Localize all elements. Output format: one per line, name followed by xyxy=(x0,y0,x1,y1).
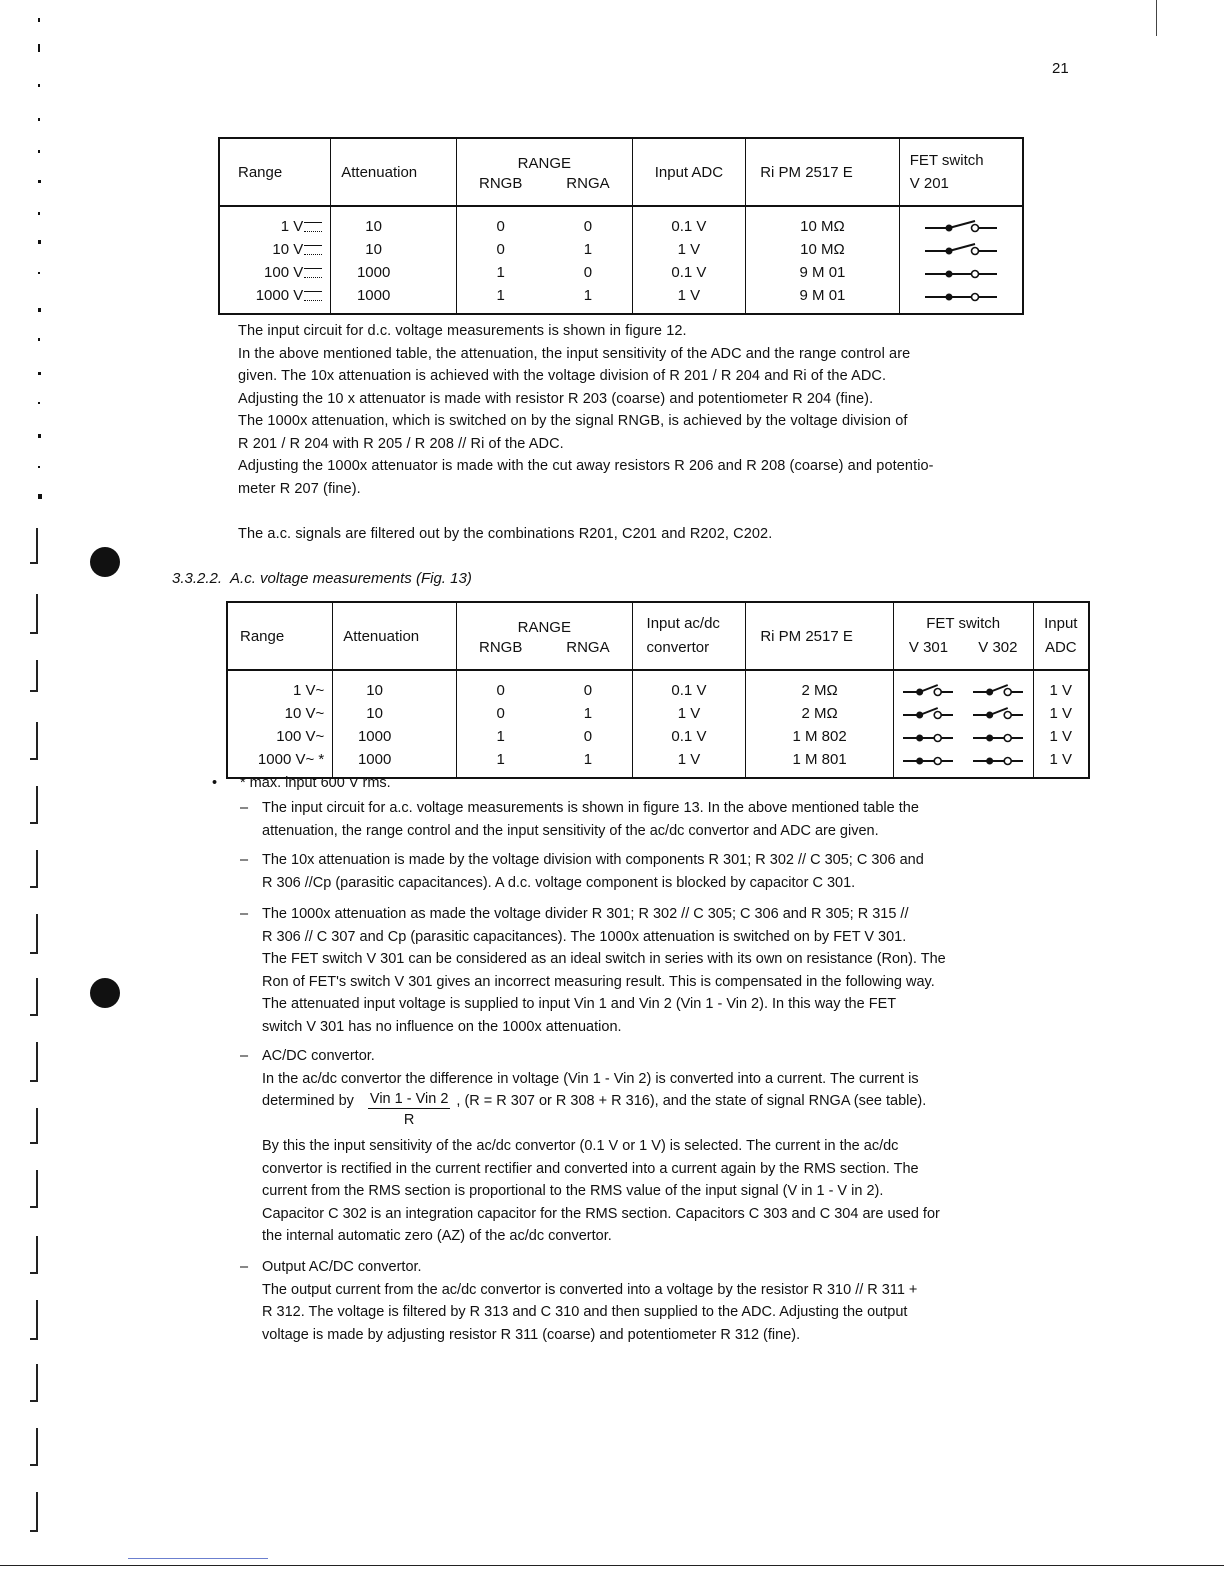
switch-open-icon xyxy=(925,220,997,234)
hdr-fet xyxy=(893,602,1033,670)
hdr-fet-line2: V 201 xyxy=(909,175,949,192)
hdr-adc-line1: Input xyxy=(1044,615,1078,632)
margin-mark xyxy=(38,180,41,183)
footer-rule-blue xyxy=(128,1558,268,1559)
cell-ri: 1 M 802 xyxy=(746,725,893,748)
margin-bracket xyxy=(30,1364,38,1402)
hdr-rngb: RNGB xyxy=(479,174,523,192)
bullet-dash: – xyxy=(240,852,249,868)
cell-ri: 10 MΩ xyxy=(746,238,899,261)
cell-range: 1000 V~ * xyxy=(227,748,333,778)
bullet-dash: – xyxy=(240,1048,249,1064)
dc-line: R 201 / R 204 with R 205 / R 208 // Ri of the ADC. xyxy=(238,435,564,452)
cell-rnga: 1 xyxy=(583,705,593,722)
margin-mark xyxy=(38,494,42,499)
cell-rnga: 0 xyxy=(583,264,593,281)
cell-fet-switches xyxy=(893,725,1033,748)
dc-line: Adjusting the 1000x attenuator is made with the cut away resistors R 206 and R 208 (coarse) and potentio- xyxy=(238,458,934,474)
cell-input-acdc: 1 V xyxy=(632,702,746,725)
cell-input-acdc: 0.1 V xyxy=(632,670,746,702)
hdr-ri: Ri PM 2517 E xyxy=(746,138,899,206)
cell-fet-switches xyxy=(893,702,1033,725)
cell-ri: 9 M 01 xyxy=(746,261,899,284)
table-row xyxy=(219,238,1023,261)
dc-line: The 1000x attenuation, which is switched on by the signal RNGB, is achieved by the voltage division of xyxy=(238,413,908,429)
cell-range-bits xyxy=(457,261,633,284)
hdr-fet-v301: V 301 xyxy=(908,639,949,656)
hdr-range-group xyxy=(457,602,633,670)
dc-line: meter R 207 (fine). xyxy=(238,480,361,497)
bullet-line: In the ac/dc convertor the difference in voltage (Vin 1 - Vin 2) is converted into a current. The current is xyxy=(262,1070,919,1087)
cell-ri: 9 M 01 xyxy=(746,284,899,314)
cell-rngb: 1 xyxy=(496,728,505,745)
formula-prefix: determined by xyxy=(262,1093,354,1109)
section-title: A.c. voltage measurements (Fig. 13) xyxy=(230,570,472,587)
margin-bracket xyxy=(30,660,38,692)
margin-bracket xyxy=(30,786,38,824)
margin-mark xyxy=(38,212,40,215)
hdr-range-group xyxy=(457,138,633,206)
margin-mark xyxy=(38,150,40,153)
switch-open-icon xyxy=(973,707,1023,721)
dc-symbol-icon xyxy=(304,268,322,278)
cell-ri: 2 MΩ xyxy=(746,670,893,702)
margin-mark xyxy=(38,402,40,404)
margin-mark xyxy=(38,308,41,312)
cell-rngb: 0 xyxy=(496,241,505,258)
margin-bracket xyxy=(30,1236,38,1274)
table-row xyxy=(227,702,1089,725)
cell-range xyxy=(219,261,331,284)
hdr-input-acdc xyxy=(632,602,746,670)
margin-mark xyxy=(38,18,40,22)
margin-bracket xyxy=(30,528,38,564)
cell-fet-switches xyxy=(893,670,1033,702)
cell-rngb: 0 xyxy=(496,682,505,699)
switch-closed-icon xyxy=(903,730,953,744)
hdr-adc-line2: ADC xyxy=(1044,639,1077,656)
table-row xyxy=(219,206,1023,238)
bullet-line: the internal automatic zero (AZ) of the ac/dc convertor. xyxy=(262,1228,612,1244)
dc-symbol-icon xyxy=(304,245,322,255)
switch-closed-icon xyxy=(925,266,997,280)
switch-closed-icon xyxy=(925,289,997,303)
table-row xyxy=(219,261,1023,284)
cell-adc: 1 V xyxy=(1033,748,1089,778)
cell-range-bits xyxy=(457,238,633,261)
edge-mark xyxy=(1156,0,1157,36)
cell-range-bits xyxy=(457,284,633,314)
formula-fraction xyxy=(368,1090,450,1131)
hdr-fet-line1: FET switch xyxy=(926,615,1001,632)
cell-adc: 1 V xyxy=(1033,702,1089,725)
margin-bracket xyxy=(30,594,38,634)
switch-closed-icon xyxy=(973,730,1023,744)
bullet-title: Output AC/DC convertor. xyxy=(262,1259,422,1275)
range-value: 1 V xyxy=(280,218,304,235)
table-row xyxy=(227,725,1089,748)
range-value: 10 V xyxy=(272,241,304,258)
cell-range xyxy=(219,238,331,261)
hdr-adc xyxy=(1033,602,1089,670)
hdr-range: Range xyxy=(227,602,333,670)
margin-bracket xyxy=(30,850,38,888)
cell-fet-switch xyxy=(899,284,1023,314)
bullet-line: voltage is made by adjusting resistor R 311 (coarse) and potentiometer R 312 (fine). xyxy=(262,1326,801,1343)
margin-mark xyxy=(38,44,40,52)
margin-bracket xyxy=(30,1108,38,1144)
hdr-input-line2: convertor xyxy=(646,639,710,656)
formula-line xyxy=(262,1091,927,1128)
dc-description xyxy=(238,320,1098,500)
cell-range xyxy=(219,284,331,314)
hdr-input-line1: Input ac/dc xyxy=(646,615,720,632)
cell-rngb: 1 xyxy=(496,287,505,304)
cell-ri: 2 MΩ xyxy=(746,702,893,725)
page-number: 21 xyxy=(1052,60,1069,77)
cell-range-bits xyxy=(457,670,633,702)
cell-range: 1 V~ xyxy=(227,670,333,702)
hdr-rnga: RNGA xyxy=(566,174,610,192)
margin-mark xyxy=(38,338,40,341)
margin-mark xyxy=(38,272,40,274)
cell-attenuation: 10 xyxy=(333,702,457,725)
cell-input-acdc: 0.1 V xyxy=(632,725,746,748)
cell-rngb: 0 xyxy=(496,218,505,235)
cell-adc: 1 V xyxy=(1033,725,1089,748)
cell-input-adc: 1 V xyxy=(632,238,746,261)
cell-adc: 1 V xyxy=(1033,670,1089,702)
bullet-line: The FET switch V 301 can be considered as an ideal switch in series with its own on resistance (Ron). The xyxy=(262,951,946,967)
footnote: * max. input 600 V rms. xyxy=(240,775,391,791)
margin-mark xyxy=(38,84,40,87)
margin-mark xyxy=(38,466,40,468)
margin-bracket xyxy=(30,978,38,1016)
hdr-range-title: RANGE xyxy=(517,618,571,636)
bullet-line: convertor is rectified in the current rectifier and converted into a current again by the RMS section. The xyxy=(262,1160,919,1177)
switch-open-icon xyxy=(903,707,953,721)
cell-range: 10 V~ xyxy=(227,702,333,725)
margin-bracket xyxy=(30,914,38,954)
hdr-range-title: RANGE xyxy=(517,154,571,172)
cell-fet-switch xyxy=(899,261,1023,284)
table-row xyxy=(219,284,1023,314)
cell-range-bits xyxy=(457,748,633,778)
cell-input-acdc: 1 V xyxy=(632,748,746,778)
cell-rnga: 1 xyxy=(583,241,593,258)
margin-mark xyxy=(38,118,40,121)
bullet-line: switch V 301 has no influence on the 1000x attenuation. xyxy=(262,1018,622,1035)
bullet-dash: – xyxy=(240,800,249,816)
cell-fet-switch xyxy=(899,206,1023,238)
margin-bracket xyxy=(30,1042,38,1082)
bullet-dash: – xyxy=(240,906,249,922)
cell-rngb: 0 xyxy=(496,705,505,722)
cell-input-adc: 1 V xyxy=(632,284,746,314)
table-row xyxy=(227,670,1089,702)
cell-input-adc: 0.1 V xyxy=(632,206,746,238)
bullet-line: The input circuit for a.c. voltage measurements is shown in figure 13. In the above mentioned table the xyxy=(262,800,919,816)
hdr-attenuation: Attenuation xyxy=(333,602,457,670)
dc-symbol-icon xyxy=(304,222,322,232)
bullet-line: R 306 //Cp (parasitic capacitances). A d.c. voltage component is blocked by capacitor C 301. xyxy=(262,874,856,891)
bullet-line: Ron of FET's switch V 301 gives an incorrect measuring result. This is compensated in the following way. xyxy=(262,973,935,990)
hdr-attenuation: Attenuation xyxy=(331,138,457,206)
cell-attenuation: 10 xyxy=(331,238,457,261)
cell-rnga: 1 xyxy=(583,751,593,768)
margin-mark xyxy=(38,240,41,244)
dc-line: In the above mentioned table, the attenuation, the input sensitivity of the ADC and the range control are xyxy=(238,345,911,362)
cell-attenuation: 1000 xyxy=(333,725,457,748)
cell-range xyxy=(219,206,331,238)
margin-bracket xyxy=(30,1300,38,1340)
cell-range: 100 V~ xyxy=(227,725,333,748)
bullet-line: attenuation, the range control and the input sensitivity of the ac/dc convertor and ADC are given. xyxy=(262,822,879,839)
switch-open-icon xyxy=(925,243,997,257)
hdr-fet-v302: V 302 xyxy=(978,639,1018,656)
bullet-line: The 1000x attenuation as made the voltage divider R 301; R 302 // C 305; C 306 and R 305; R 315 // xyxy=(262,906,909,922)
switch-closed-icon xyxy=(903,753,953,767)
cell-range-bits xyxy=(457,702,633,725)
cell-ri: 1 M 801 xyxy=(746,748,893,778)
hdr-rnga: RNGA xyxy=(566,638,610,656)
hdr-fet-line1: FET switch xyxy=(909,152,984,169)
cell-attenuation: 10 xyxy=(331,206,457,238)
bullet-line: R 312. The voltage is filtered by R 313 and C 310 and then supplied to the ADC. Adjusting the output xyxy=(262,1304,908,1320)
ac-voltage-table xyxy=(226,601,1090,779)
dc-ac-filter-note: The a.c. signals are filtered out by the combinations R201, C201 and R202, C202. xyxy=(238,526,773,542)
cell-range-bits xyxy=(457,725,633,748)
hdr-ri: Ri PM 2517 E xyxy=(746,602,893,670)
cell-rnga: 0 xyxy=(583,218,593,235)
hdr-range: Range xyxy=(219,138,331,206)
section-heading xyxy=(172,570,472,587)
footnote-bullet: • xyxy=(212,775,218,791)
footer-rule xyxy=(0,1565,1224,1566)
formula-suffix: , (R = R 307 or R 308 + R 316), and the state of signal RNGA (see table). xyxy=(456,1093,927,1109)
formula-denominator: R xyxy=(403,1112,415,1128)
cell-input-adc: 0.1 V xyxy=(632,261,746,284)
cell-rngb: 1 xyxy=(496,751,505,768)
margin-bracket xyxy=(30,1170,38,1208)
bullet-line: current from the RMS section is proportional to the RMS value of the input signal (V in 1 - V in 2). xyxy=(262,1183,884,1199)
cell-rnga: 0 xyxy=(583,682,593,699)
cell-rngb: 1 xyxy=(496,264,505,281)
cell-range-bits xyxy=(457,206,633,238)
punch-hole xyxy=(90,978,120,1008)
margin-bracket xyxy=(30,722,38,760)
section-number: 3.3.2.2. xyxy=(172,570,223,587)
cell-attenuation: 1000 xyxy=(333,748,457,778)
switch-open-icon xyxy=(903,684,953,698)
hdr-rngb: RNGB xyxy=(478,638,523,656)
cell-fet-switches xyxy=(893,748,1033,778)
bullet-line: By this the input sensitivity of the ac/dc convertor (0.1 V or 1 V) is selected. The current in the ac/dc xyxy=(262,1138,899,1154)
bullet-line: The attenuated input voltage is supplied to input Vin 1 and Vin 2 (Vin 1 - Vin 2). In this way the FET xyxy=(262,996,897,1012)
switch-open-icon xyxy=(973,684,1023,698)
cell-ri: 10 MΩ xyxy=(746,206,899,238)
cell-attenuation: 1000 xyxy=(331,261,457,284)
table-row xyxy=(227,748,1089,778)
cell-attenuation: 10 xyxy=(333,670,457,702)
bullet-line: Capacitor C 302 is an integration capacitor for the RMS section. Capacitors C 303 and C 304 are used for xyxy=(262,1205,940,1222)
bullet-line: R 306 // C 307 and Cp (parasitic capacitances). The 1000x attenuation is switched on by FET V 301. xyxy=(262,928,907,945)
range-value: 1000 V xyxy=(255,287,304,304)
switch-closed-icon xyxy=(973,753,1023,767)
margin-mark xyxy=(38,372,41,375)
bullet-line: The 10x attenuation is made by the voltage division with components R 301; R 302 // C 305; C 306 and xyxy=(262,852,924,868)
margin-bracket xyxy=(30,1428,38,1466)
range-value: 100 V xyxy=(264,264,304,281)
bullet-dash: – xyxy=(240,1259,249,1275)
cell-attenuation: 1000 xyxy=(331,284,457,314)
cell-rnga: 0 xyxy=(583,728,593,745)
dc-line: given. The 10x attenuation is achieved with the voltage division of R 201 / R 204 and Ri of the ADC. xyxy=(238,368,887,384)
cell-fet-switch xyxy=(899,238,1023,261)
dc-symbol-icon xyxy=(304,291,322,301)
margin-mark xyxy=(38,434,41,438)
hdr-input-adc: Input ADC xyxy=(632,138,746,206)
dc-line: The input circuit for d.c. voltage measurements is shown in figure 12. xyxy=(238,323,687,339)
cell-rnga: 1 xyxy=(583,287,593,304)
bullet-title: AC/DC convertor. xyxy=(262,1048,375,1064)
hdr-fet xyxy=(899,138,1023,206)
dc-voltage-table xyxy=(218,137,1024,315)
formula-numerator: Vin 1 - Vin 2 xyxy=(369,1091,449,1107)
dc-line: Adjusting the 10 x attenuator is made with resistor R 203 (coarse) and potentiometer R 204 (fine). xyxy=(238,390,874,407)
bullet-line: The output current from the ac/dc convertor is converted into a voltage by the resistor R 310 // R 311 + xyxy=(262,1281,918,1298)
margin-bracket xyxy=(30,1492,38,1532)
punch-hole xyxy=(90,547,120,577)
